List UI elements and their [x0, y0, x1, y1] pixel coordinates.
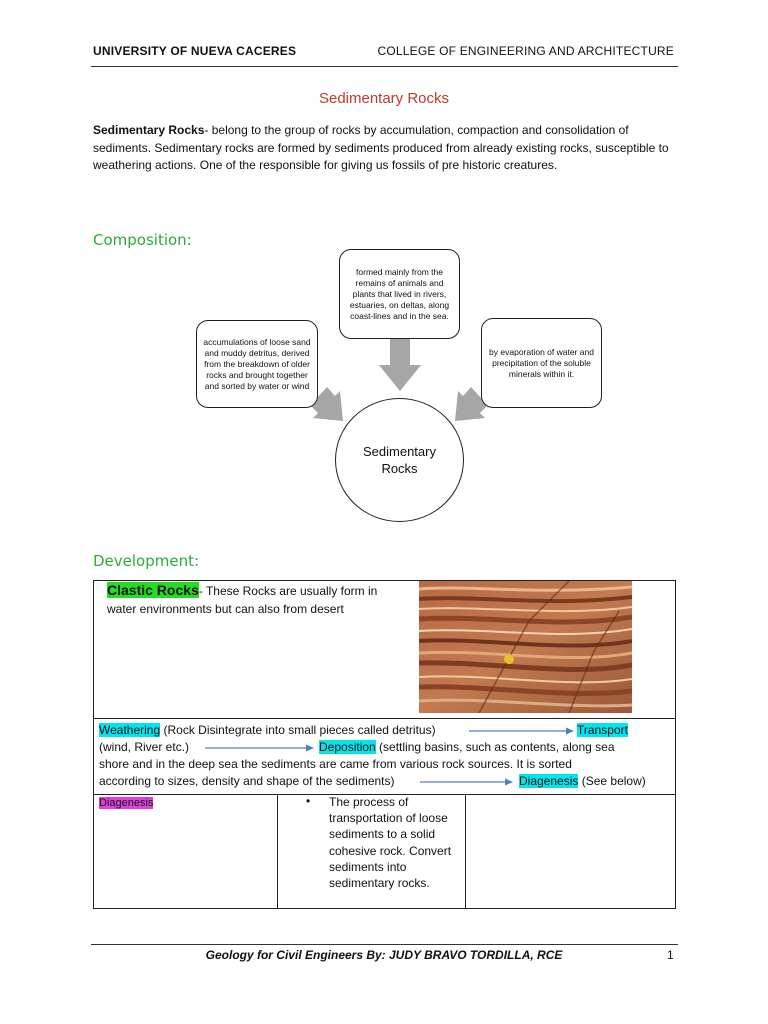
deposition-term: Deposition — [319, 740, 376, 754]
weathering-text: (Rock Disintegrate into small pieces called detritus) — [160, 723, 436, 737]
intro-text: - belong to the group of rocks by accumulation, compaction and consolidation of sediments. Sedimentary rocks are formed by sediments produced from already existing rocks, susceptible to weathering actions. One of the responsible for giving us fossils of pre historic creatures. — [93, 123, 669, 173]
footer-text: Geology for Civil Engineers By: JUDY BRAVO TORDILLA, RCE — [205, 948, 563, 962]
clastic-term: Clastic Rocks — [107, 582, 199, 598]
clastic-text: - These Rocks are usually form in water environments but can also from desert — [107, 584, 378, 616]
page-number: 1 — [667, 948, 674, 962]
transport-label: Transport — [577, 723, 628, 737]
bullet-icon: • — [306, 794, 311, 808]
arrowhead-3-icon — [505, 779, 513, 786]
intro-term: Sedimentary Rocks — [93, 123, 205, 137]
footer-rule — [91, 944, 678, 945]
composition-box-top: formed mainly from the remains of animals and plants that lived in rivers, estuaries, on deltas, along coast-lines and in the sea. — [339, 249, 460, 339]
diagenesis-description: The process of transportation of loose sediments to a solid cohesive rock. Convert sediments into sedimentary rocks. — [329, 795, 452, 891]
row3-label-cell — [99, 795, 153, 812]
arrowhead-2-icon — [306, 745, 314, 752]
diagenesis-term: Diagenesis — [519, 774, 579, 788]
diagenesis-label: Diagenesis — [99, 797, 154, 809]
diagenesis-ref-text: (See below) — [578, 774, 646, 788]
arrowhead-1-icon — [566, 728, 574, 735]
composition-heading: Composition: — [93, 231, 192, 249]
process-line-4: according to sizes, density and shape of the sediments) — [99, 774, 395, 788]
header-university: UNIVERSITY OF NUEVA CACERES — [93, 44, 297, 58]
weathering-term: Weathering — [99, 723, 161, 737]
deposition-text: (settling basins, such as contents, along sea — [375, 740, 615, 754]
development-heading: Development: — [93, 552, 200, 570]
composition-box-left: accumulations of loose sand and muddy detritus, derived from the breakdown of older rocks and brought together and sorted by water or wind — [196, 320, 318, 408]
header-college: COLLEGE OF ENGINEERING AND ARCHITECTURE — [377, 44, 674, 58]
composition-box-right: by evaporation of water and precipitation of the soluble minerals within it. — [481, 318, 602, 408]
transport-text: (wind, River etc.) — [99, 740, 190, 754]
page-title: Sedimentary Rocks — [318, 90, 450, 107]
process-line-3: shore and in the deep sea the sediments are came from various rock sources. It is sorted — [99, 757, 572, 771]
center-circle-label: Sedimentary Rocks — [363, 444, 436, 476]
